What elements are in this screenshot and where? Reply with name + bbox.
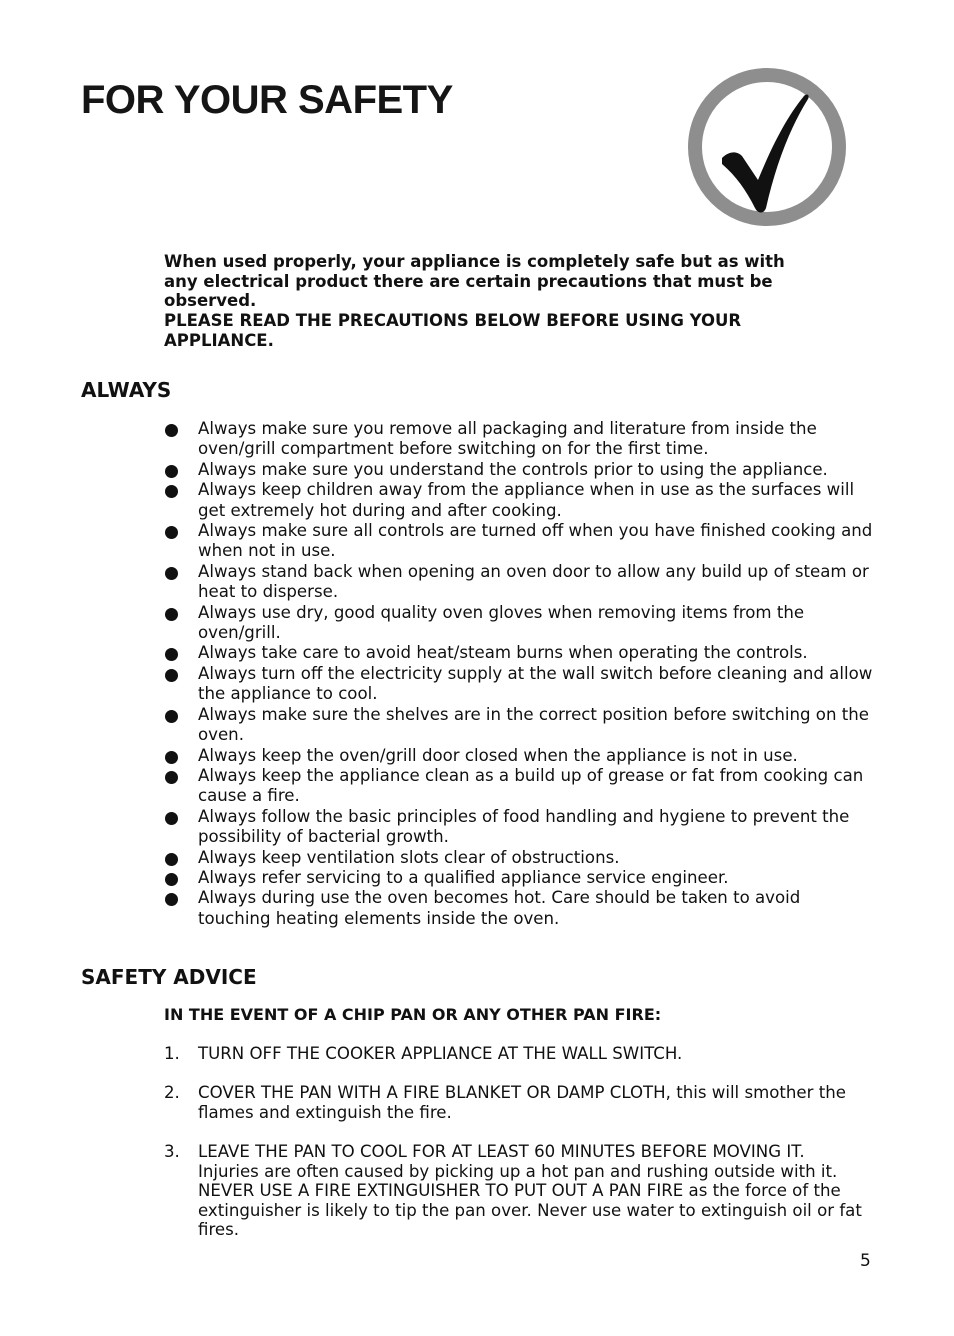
- pan-fire-steps: [164, 1044, 864, 1260]
- list-item: [164, 562, 874, 603]
- step-text: LEAVE THE PAN TO COOL FOR AT LEAST 60 MINUTES BEFORE MOVING IT. Injuries are often caused by picking up a hot pan and rushing outside with it. NEVER USE A FIRE EXTINGUISHER TO PUT OUT A PAN FIRE as the force of the extinguisher is likely to tip the pan over. Never use water to extinguish oil or fat fires.: [198, 1141, 862, 1240]
- intro-paragraph: When used properly, your appliance is completely safe but as with any electrical product there are certain precautions that must be observed.: [164, 252, 785, 310]
- step-text: TURN OFF THE COOKER APPLIANCE AT THE WALL SWITCH.: [198, 1044, 683, 1063]
- list-item-text: Always keep the oven/grill door closed when the appliance is not in use.: [198, 745, 798, 765]
- always-heading: ALWAYS: [81, 378, 172, 402]
- page-number: 5: [860, 1251, 871, 1271]
- bullet-icon: [165, 424, 178, 437]
- pan-fire-heading: IN THE EVENT OF A CHIP PAN OR ANY OTHER PAN FIRE:: [164, 1005, 662, 1024]
- step-item: [164, 1142, 864, 1240]
- safety-advice-heading: SAFETY ADVICE: [81, 965, 257, 989]
- step-item: [164, 1044, 864, 1064]
- list-item-text: Always keep children away from the appliance when in use as the surfaces will get extremely hot during and after cooking.: [198, 480, 855, 520]
- list-item: [164, 766, 874, 807]
- bullet-icon: [165, 526, 178, 539]
- bullet-icon: [165, 669, 178, 682]
- list-item-text: Always make sure the shelves are in the correct position before switching on the oven.: [198, 704, 869, 745]
- list-item-text: Always keep ventilation slots clear of obstructions.: [198, 847, 620, 867]
- step-item: [164, 1083, 864, 1122]
- list-item-text: Always during use the oven becomes hot. Care should be taken to avoid touching heating elements inside the oven.: [198, 888, 801, 928]
- list-item-text: Always make sure you remove all packaging and literature from inside the oven/grill compartment before switching on for the first time.: [198, 419, 817, 459]
- read-precautions-notice: PLEASE READ THE PRECAUTIONS BELOW BEFORE USING YOUR APPLIANCE.: [164, 311, 742, 350]
- list-item: [164, 460, 874, 480]
- bullet-icon: [165, 648, 178, 661]
- list-item: [164, 848, 874, 868]
- bullet-icon: [165, 608, 178, 621]
- bullet-icon: [165, 485, 178, 498]
- list-item: [164, 664, 874, 705]
- list-item: [164, 603, 874, 644]
- list-item: [164, 521, 874, 562]
- bullet-icon: [165, 710, 178, 723]
- bullet-icon: [165, 771, 178, 784]
- list-item: [164, 419, 874, 460]
- list-item-text: Always make sure all controls are turned off when you have finished cooking and when not in use.: [198, 521, 873, 561]
- list-item: [164, 868, 874, 888]
- list-item-text: Always use dry, good quality oven gloves when removing items from the oven/grill.: [198, 602, 805, 643]
- bullet-icon: [165, 812, 178, 825]
- bullet-icon: [165, 853, 178, 866]
- list-item-text: Always keep the appliance clean as a build up of grease or fat from cooking can cause a fire.: [198, 765, 864, 806]
- list-item: [164, 705, 874, 746]
- bullet-icon: [165, 751, 178, 764]
- list-item-text: Always turn off the electricity supply at the wall switch before cleaning and allow the appliance to cool.: [198, 663, 873, 704]
- list-item-text: Always stand back when opening an oven door to allow any build up of steam or heat to disperse.: [198, 561, 869, 602]
- bullet-icon: [165, 873, 178, 886]
- bullet-icon: [165, 567, 178, 580]
- step-text: COVER THE PAN WITH A FIRE BLANKET OR DAMP CLOTH, this will smother the flames and extinguish the fire.: [198, 1083, 846, 1122]
- list-item-text: Always make sure you understand the controls prior to using the appliance.: [198, 459, 828, 479]
- bullet-icon: [165, 465, 178, 478]
- step-number: 2.: [164, 1083, 180, 1103]
- list-item: [164, 480, 874, 521]
- always-list: [164, 419, 874, 929]
- list-item: [164, 807, 874, 848]
- list-item-text: Always take care to avoid heat/steam burns when operating the controls.: [198, 643, 808, 663]
- checkmark-circle-icon: [686, 66, 848, 228]
- bullet-icon: [165, 893, 178, 906]
- page-title: FOR YOUR SAFETY: [81, 78, 453, 122]
- list-item: [164, 746, 874, 766]
- list-item: [164, 643, 874, 663]
- list-item: [164, 888, 874, 929]
- step-number: 1.: [164, 1044, 180, 1063]
- list-item-text: Always follow the basic principles of food handling and hygiene to prevent the possibility of bacterial growth.: [198, 806, 850, 847]
- step-number: 3.: [164, 1141, 180, 1161]
- list-item-text: Always refer servicing to a qualified appliance service engineer.: [198, 867, 729, 887]
